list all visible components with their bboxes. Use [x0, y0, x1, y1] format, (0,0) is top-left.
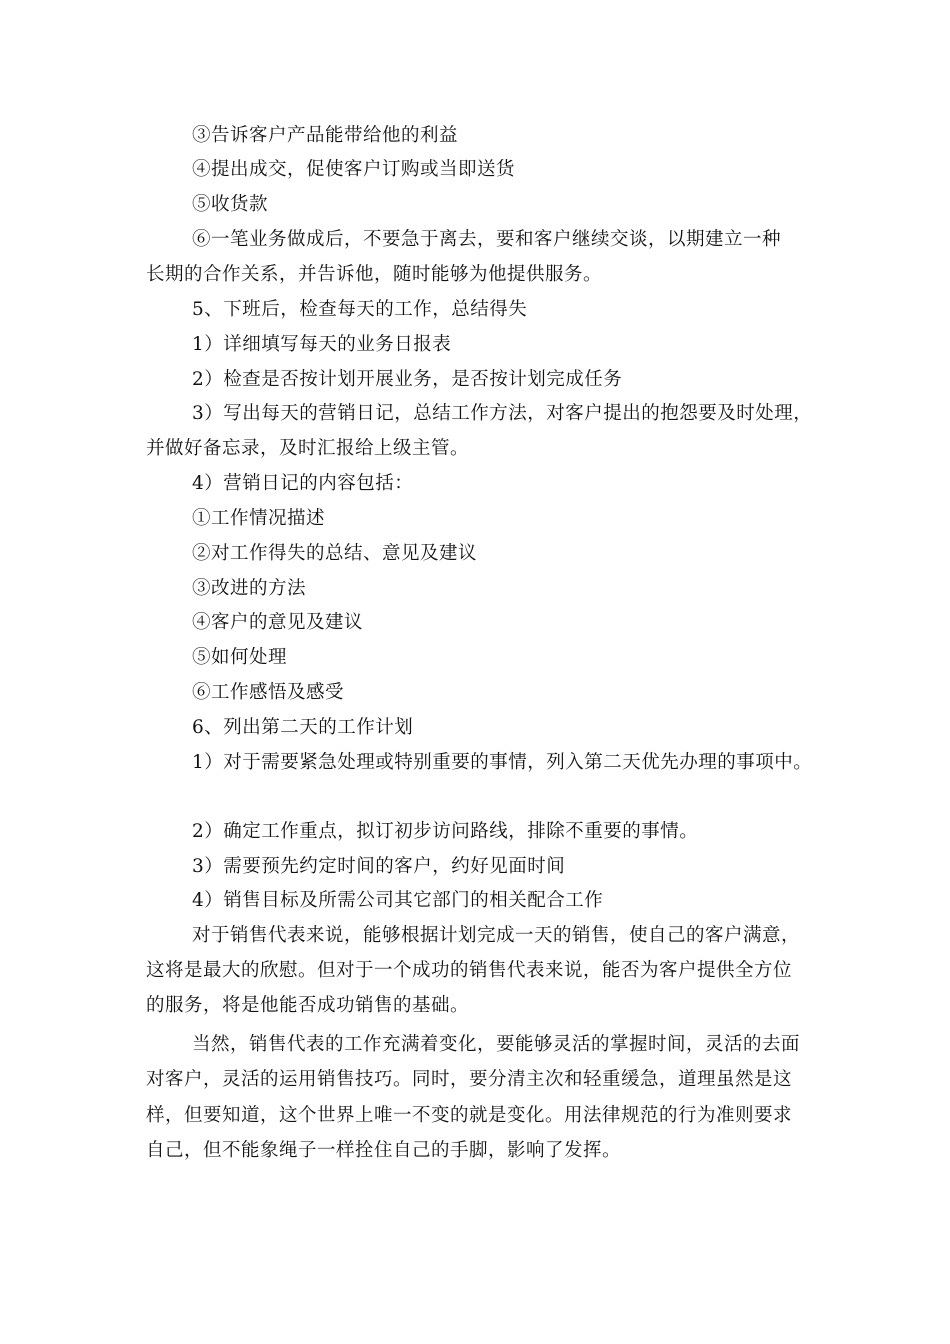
- text-line: 4）销售目标及所需公司其它部门的相关配合工作: [192, 890, 604, 911]
- text-line: ⑥一笔业务做成后，不要急于离去，要和客户继续交谈，以期建立一种: [192, 229, 782, 250]
- text-line: ⑤如何处理: [192, 647, 288, 668]
- text-line: 长期的合作关系，并告诉他，随时能够为他提供服务。: [146, 264, 603, 285]
- text-line: 并做好备忘录，及时汇报给上级主管。: [146, 438, 470, 459]
- section-heading: 6、列出第二天的工作计划: [192, 717, 414, 738]
- text-line: ⑤收货款: [192, 194, 269, 215]
- paragraph-line: 对于销售代表来说，能够根据计划完成一天的销售，使自己的客户满意，: [192, 925, 801, 946]
- text-line: 1）详细填写每天的业务日报表: [192, 334, 452, 355]
- text-line: ⑥工作感悟及感受: [192, 682, 345, 703]
- text-line: ③告诉客户产品能带给他的利益: [192, 125, 459, 146]
- text-line: 1）对于需要紧急处理或特别重要的事情，列入第二天优先办理的事项中。: [192, 752, 813, 773]
- text-line: 4）营销日记的内容包括：: [192, 473, 414, 494]
- paragraph-line: 这将是最大的欣慰。但对于一个成功的销售代表来说，能否为客户提供全方位: [146, 960, 793, 981]
- paragraph-line: 对客户，灵活的运用销售技巧。同时，要分清主次和轻重缓急，道理虽然是这: [146, 1069, 793, 1090]
- text-line: 2）检查是否按计划开展业务，是否按计划完成任务: [192, 369, 623, 390]
- text-line: 3）需要预先约定时间的客户，约好见面时间: [192, 856, 566, 877]
- text-line: ②对工作得失的总结、意见及建议: [192, 543, 478, 564]
- text-line: ③改进的方法: [192, 578, 307, 599]
- text-line: 3）写出每天的营销日记，总结工作方法，对客户提出的抱怨要及时处理，: [192, 403, 813, 424]
- paragraph-line: 样，但要知道，这个世界上唯一不变的就是变化。用法律规范的行为准则要求: [146, 1105, 793, 1126]
- text-line: ④提出成交，促使客户订购或当即送货: [192, 159, 516, 180]
- text-line: 2）确定工作重点，拟订初步访问路线，排除不重要的事情。: [192, 821, 699, 842]
- paragraph-line: 的服务，将是他能否成功销售的基础。: [146, 995, 470, 1016]
- paragraph-line: 自己，但不能象绳子一样拴住自己的手脚，影响了发挥。: [146, 1140, 622, 1161]
- section-heading: 5、下班后，检查每天的工作，总结得失: [192, 299, 528, 320]
- paragraph-line: 当然，销售代表的工作充满着变化，要能够灵活的掌握时间，灵活的去面: [192, 1034, 801, 1055]
- text-line: ④客户的意见及建议: [192, 612, 364, 633]
- text-line: ①工作情况描述: [192, 508, 326, 529]
